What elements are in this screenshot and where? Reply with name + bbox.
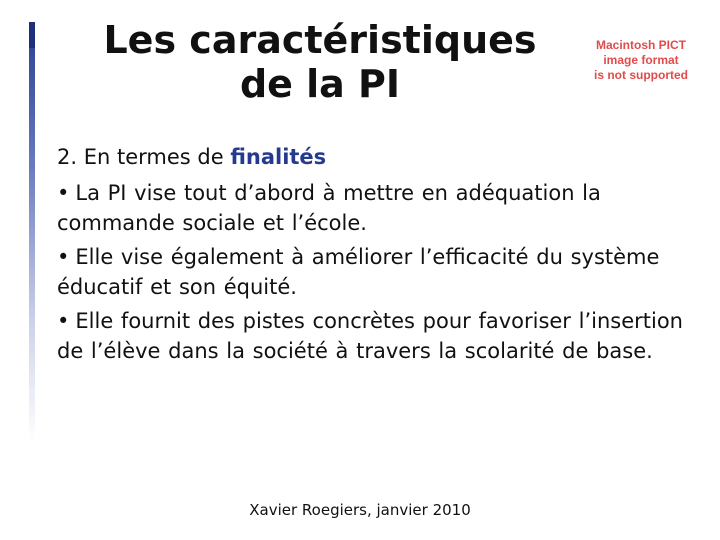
image-notice-line-3: is not supported [594, 68, 688, 82]
bullet-item-2 [57, 242, 687, 302]
bullet-text: Elle fournit des pistes concrètes pour favoriser l’insertion de l’élève dans la société à travers la scolarité de base. [57, 309, 683, 363]
section-heading [57, 142, 687, 172]
section-heading-prefix: 2. En termes de [57, 145, 231, 169]
left-accent-bar-top [29, 22, 35, 48]
unsupported-image-placeholder [578, 38, 704, 83]
slide-footer: Xavier Roegiers, janvier 2010 [249, 501, 471, 519]
bullet-symbol: • [57, 309, 70, 333]
bullet-symbol: • [57, 181, 70, 205]
image-notice-line-1: Macintosh PICT [595, 38, 686, 52]
slide-body [57, 142, 687, 370]
bullet-symbol: • [57, 245, 70, 269]
image-notice-line-2: image format [603, 53, 679, 67]
bullet-text: Elle vise également à améliorer l’efficacité du système éducatif et son équité. [57, 245, 660, 299]
slide-title [60, 18, 580, 106]
slide-title-line-2: de la PI [239, 62, 401, 106]
bullet-text: La PI vise tout d’abord à mettre en adéquation la commande sociale et l’école. [57, 181, 601, 235]
section-heading-emphasis: finalités [230, 145, 327, 169]
bullet-item-3 [57, 306, 687, 366]
bullet-item-1 [57, 178, 687, 238]
left-accent-bar [29, 22, 35, 442]
slide-title-line-1: Les caractéristiques [103, 18, 537, 62]
